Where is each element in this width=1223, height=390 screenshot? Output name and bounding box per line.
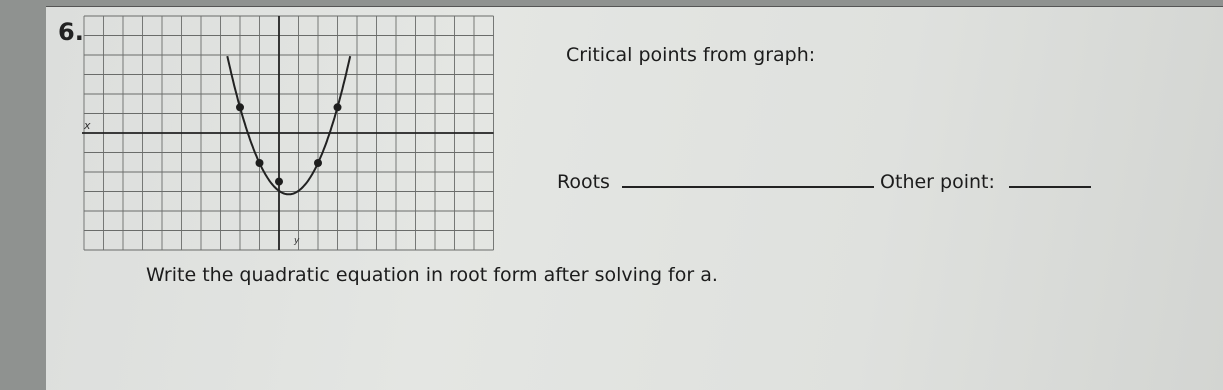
graph-point: [256, 159, 264, 167]
critical-points-label: Critical points from graph:: [566, 44, 816, 66]
roots-label: Roots: [557, 171, 610, 193]
graph-point: [275, 178, 283, 186]
other-point-answer-blank[interactable]: [1009, 168, 1091, 188]
roots-row: [557, 168, 1091, 193]
roots-answer-blank[interactable]: [622, 168, 874, 188]
graph-point: [314, 159, 322, 167]
graph-point: [236, 103, 244, 111]
graph-point: [334, 103, 342, 111]
y-axis-label: y: [294, 236, 300, 246]
axes: [82, 16, 494, 250]
question-number: 6.: [58, 18, 84, 46]
instruction-text: Write the quadratic equation in root form after solving for a.: [146, 264, 718, 286]
coordinate-grid-graph: [82, 12, 494, 252]
parabola-curve: [227, 56, 350, 194]
top-rule: [46, 6, 1223, 7]
x-axis-label: x: [84, 119, 91, 132]
worksheet-page: [46, 6, 1223, 390]
other-point-label: Other point:: [880, 171, 995, 193]
